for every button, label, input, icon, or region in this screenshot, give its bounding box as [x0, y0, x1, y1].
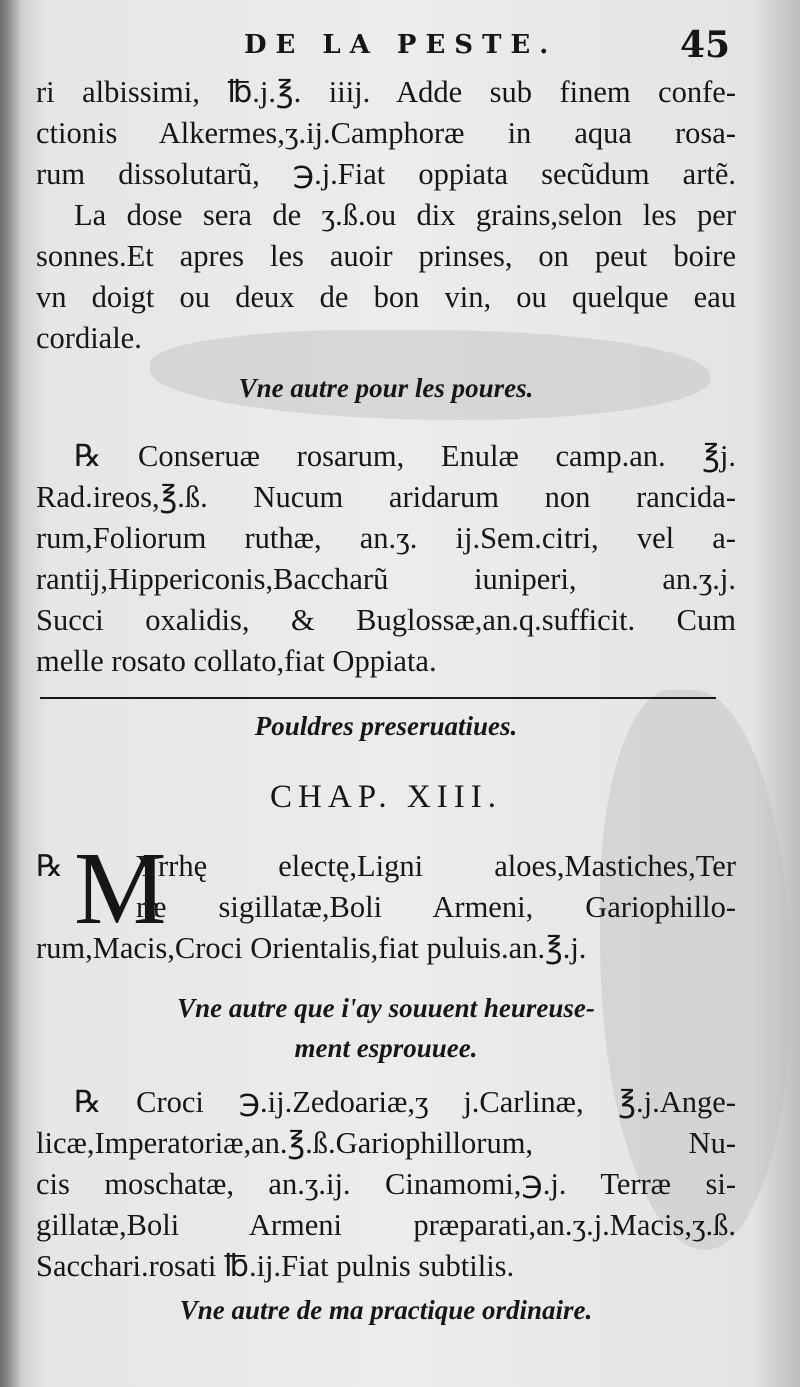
text-line: gillatæ,Boli Armeni præparati,an.ʒ.j.Macis,ʒ.ß.	[36, 1208, 736, 1242]
chapter-heading	[36, 774, 736, 820]
text-line: La dose sera de ʒ.ß.ou dix grains,selon les per	[74, 198, 736, 232]
text-line: Succi oxalidis, & Buglossæ,an.q.sufficit. Cum	[36, 603, 736, 637]
section-heading-text: ment esprouuee.	[294, 1033, 478, 1063]
text-line: cis moschatæ, an.ʒ.ij. Cinamomi,℈.j. Terræ si-	[36, 1167, 736, 1201]
text-line: vn doigt ou deux de bon vin, ou quelque eau	[36, 280, 736, 314]
section-heading-text: Pouldres preseruatiues.	[254, 711, 518, 741]
horizontal-rule	[40, 697, 716, 699]
running-head: DE LA PESTE.	[244, 30, 558, 60]
text-line: Rad.ireos,℥.ß. Nucum aridarum non rancida-	[36, 480, 736, 514]
section-heading-text: Vne autre de ma practique ordinaire.	[179, 1295, 593, 1325]
section-heading	[36, 368, 736, 408]
text-line: ctionis Alkermes,ʒ.ij.Camphoræ in aqua rosa-	[36, 116, 736, 150]
text-line: sonnes.Et apres les auoir prinses, on peut boire	[36, 239, 736, 273]
text-line: rum,Foliorum ruthæ, an.ʒ. ij.Sem.citri, vel a-	[36, 521, 736, 555]
chapter-title: CHAP. XIII.	[270, 779, 502, 815]
page-header	[0, 22, 800, 72]
paragraph-recipe-poor	[36, 436, 736, 682]
text-line: rum dissolutarũ, ℈.j.Fiat oppiata secũdum artẽ.	[36, 157, 736, 191]
text-line: ℞ Conseruæ rosarum, Enulæ camp.an. ℥j.	[74, 439, 736, 473]
section-heading	[36, 1290, 736, 1330]
section-heading-text: Vne autre pour les poures.	[238, 373, 534, 403]
text-line: licæ,Imperatoriæ,an.℥.ß.Gariophillorum, Nu-	[36, 1126, 736, 1160]
text-line: cordiale.	[36, 321, 142, 355]
section-heading	[36, 706, 736, 746]
text-line: rum,Macis,Croci Orientalis,fiat puluis.an.℥.j.	[36, 931, 587, 965]
section-heading	[36, 988, 736, 1068]
paragraph-recipe-continuation	[36, 72, 736, 359]
text-line: Sacchari.rosati ℔.ij.Fiat pulnis subtilis.	[36, 1249, 515, 1283]
page-number: 45	[680, 24, 731, 66]
drop-cap: M	[74, 831, 167, 946]
text-line: ræ sigillatæ,Boli Armeni, Gariophillo-	[136, 890, 736, 924]
text-line: ri albissimi, ℔.j.℥. iiij. Adde sub finem confe-	[36, 75, 736, 109]
paragraph-chapter-opening	[36, 831, 736, 969]
text-line: ℞ Croci ℈.ij.Zedoariæ,ʒ j.Carlinæ, ℥.j.Ange-	[74, 1085, 736, 1119]
recipe-symbol: ℞	[36, 850, 63, 883]
text-line: melle rosato collato,fiat Oppiata.	[36, 644, 437, 678]
text-line: Yrrhę electę,Ligni aloes,Mastiches,Ter	[136, 849, 736, 883]
text-line: rantij,Hippericonis,Baccharũ iuniperi, an.ʒ.j.	[36, 562, 736, 596]
paragraph-recipe-powder	[36, 1082, 736, 1287]
section-heading-text: Vne autre que i'ay souuent heureuse-	[177, 993, 595, 1023]
